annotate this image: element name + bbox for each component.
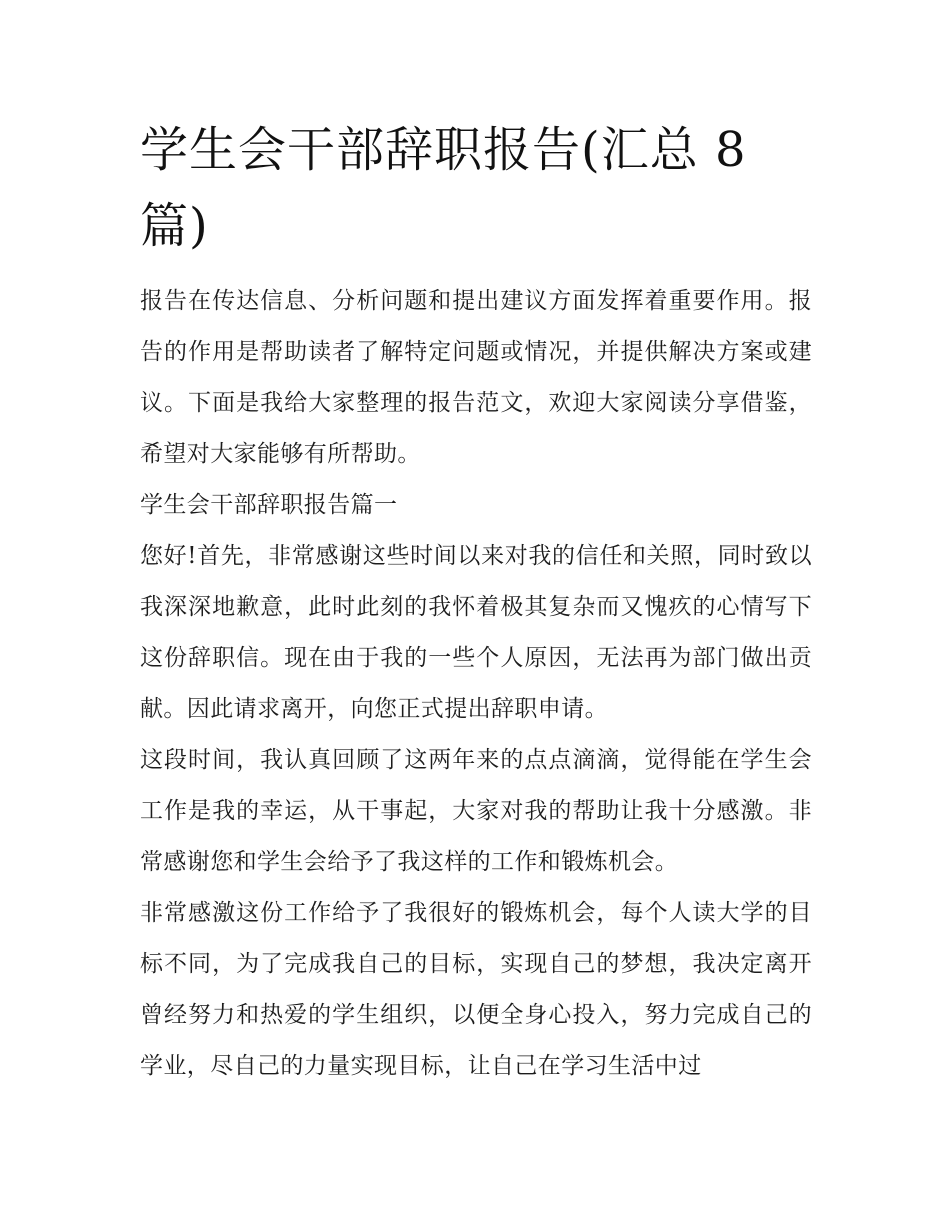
- body-paragraph: 您好!首先，非常感谢这些时间以来对我的信任和关照，同时致以我深深地歉意，此时此刻的我怀着极其复杂而又愧疚的心情写下这份辞职信。现在由于我的一些个人原因，无法再为部门做出贡献。因此请求离开，向您正式提出辞职申请。: [140, 543, 812, 722]
- body-paragraph: 这段时间，我认真回顾了这两年来的点点滴滴，觉得能在学生会工作是我的幸运，从干事起，大家对我的帮助让我十分感激。非常感谢您和学生会给予了我这样的工作和锻炼机会。: [140, 747, 812, 875]
- intro-paragraph: 报告在传达信息、分析问题和提出建议方面发挥着重要作用。报告的作用是帮助读者了解特定问题或情况，并提供解决方案或建议。下面是我给大家整理的报告范文，欢迎大家阅读分享借鉴，希望对大家能够有所帮助。: [140, 288, 812, 467]
- body-paragraph: 非常感激这份工作给予了我很好的锻炼机会，每个人读大学的目标不同，为了完成我自己的目标，实现自己的梦想，我决定离开曾经努力和热爱的学生组织，以便全身心投入，努力完成自己的学业，尽自己的力量实现目标，让自己在学习生活中过: [140, 900, 812, 1079]
- document-body: [140, 276, 812, 1092]
- section-heading: 学生会干部辞职报告篇一: [140, 492, 398, 518]
- document-title: 学生会干部辞职报告(汇总 8 篇): [140, 122, 747, 254]
